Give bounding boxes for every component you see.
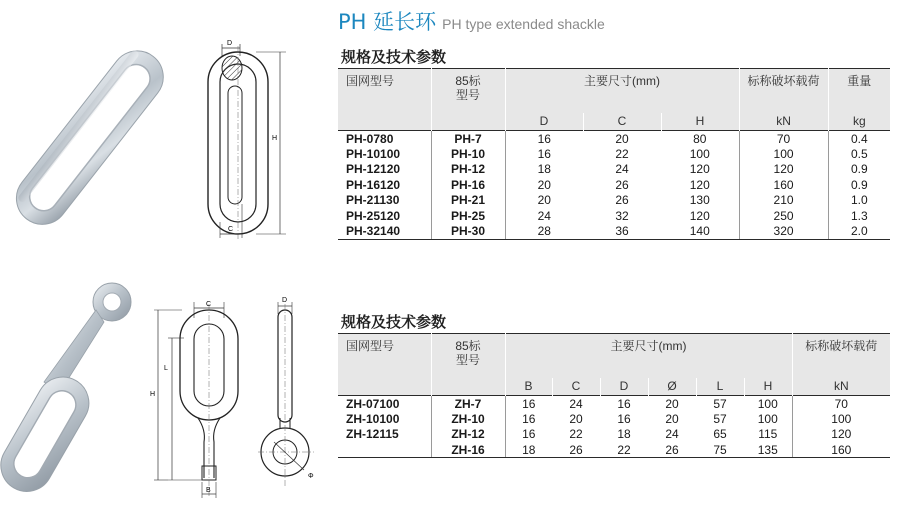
cell-L: 65	[713, 427, 727, 442]
cell-C: 22	[569, 427, 583, 442]
cell-model: PH-25120	[338, 208, 431, 224]
col-kg: kg	[828, 113, 890, 131]
cell-model: PH-10100	[338, 146, 431, 162]
cell-C: 22	[615, 146, 629, 161]
cell-phi: 24	[665, 427, 679, 442]
cell-m85: PH-25	[431, 208, 505, 224]
table-row	[338, 208, 890, 224]
cell-C: 20	[583, 131, 661, 147]
ph-dim-d-label: D	[227, 40, 233, 47]
table-row	[338, 146, 890, 162]
cell-H: 140	[661, 224, 739, 240]
zh-dim-phi-label: Φ	[308, 473, 314, 480]
table-row	[338, 396, 890, 412]
table-row	[338, 177, 890, 193]
section1-title: 规格及技术参数	[341, 48, 447, 66]
ph-spec-table	[338, 68, 890, 240]
cell-L: 57	[713, 411, 727, 426]
cell-load: 70	[792, 396, 890, 412]
cell-load: 120	[739, 162, 828, 178]
cell-H: 80	[661, 131, 739, 147]
zh-dim-l-label: L	[164, 365, 168, 372]
cell-phi: 26	[648, 442, 696, 458]
cell-C: 24	[615, 162, 629, 177]
cell-C: 26	[615, 177, 629, 192]
cell-m85: PH-7	[431, 131, 505, 147]
col-85-model: 85标 型号	[431, 334, 505, 396]
title-en: PH type extended shackle	[442, 16, 605, 32]
cell-C: 36	[583, 224, 661, 240]
cell-D: 16	[617, 411, 631, 426]
cell-weight: 0.9	[850, 177, 868, 192]
cell-H: 135	[744, 442, 792, 458]
cell-phi: 20	[648, 396, 696, 412]
cell-load: 160	[739, 177, 828, 193]
cell-load: 70	[739, 131, 828, 147]
cell-load: 100	[739, 146, 828, 162]
title-zh: PH 延长环	[338, 10, 437, 34]
cell-weight: 2.0	[828, 224, 890, 240]
cell-C: 20	[569, 411, 583, 426]
col-l: L	[696, 378, 744, 396]
col-c: C	[583, 113, 661, 131]
zh-shackle-photo	[0, 282, 140, 502]
cell-D: 16	[505, 131, 583, 147]
col-h: H	[744, 378, 792, 396]
cell-C: 24	[552, 396, 600, 412]
cell-m85: ZH-10	[431, 411, 505, 427]
col-main-dims: 主要尺寸(mm)	[505, 69, 739, 113]
cell-model: ZH-10100	[338, 411, 431, 427]
cell-model: PH-12120	[338, 162, 431, 178]
cell-m85: ZH-7	[431, 396, 505, 412]
cell-weight: 0.4	[828, 131, 890, 147]
cell-model: ZH-07100	[338, 396, 431, 412]
cell-model: PH-21130	[338, 193, 431, 209]
ph-technical-drawing	[196, 36, 296, 242]
cell-B: 18	[505, 442, 552, 458]
ph-shackle-photo	[0, 40, 175, 240]
col-kn: kN	[792, 378, 890, 396]
cell-H: 100	[744, 396, 792, 412]
cell-m85: PH-10	[431, 146, 505, 162]
table-row	[338, 162, 890, 178]
cell-C: 26	[615, 193, 629, 208]
zh-technical-drawing-side	[252, 296, 332, 496]
cell-load: 320	[739, 224, 828, 240]
zh-dim-b-label: B	[206, 487, 211, 494]
table-row	[338, 442, 890, 458]
cell-C: 32	[615, 208, 629, 223]
page-title	[338, 6, 605, 36]
cell-H: 120	[661, 208, 739, 224]
cell-m85: PH-16	[431, 177, 505, 193]
cell-load: 120	[831, 427, 852, 442]
col-c: C	[552, 378, 600, 396]
cell-D: 24	[537, 208, 551, 223]
col-national-model: 国网型号	[338, 334, 431, 396]
cell-load: 250	[739, 208, 828, 224]
col-d: D	[600, 378, 648, 396]
col-weight: 重量	[828, 69, 890, 113]
cell-model: PH-16120	[338, 177, 431, 193]
cell-D: 20	[537, 193, 551, 208]
cell-B: 16	[522, 411, 536, 426]
cell-D: 22	[600, 442, 648, 458]
cell-model	[338, 442, 431, 458]
zh-spec-table	[338, 333, 890, 458]
cell-H: 100	[744, 411, 792, 427]
cell-weight: 0.9	[850, 162, 868, 177]
col-85-model: 85标 型号	[431, 69, 505, 131]
cell-model: PH-32140	[338, 224, 431, 240]
cell-H: 120	[661, 162, 739, 178]
cell-weight: 1.3	[850, 208, 868, 223]
zh-technical-drawing-front	[148, 296, 248, 504]
cell-H: 100	[661, 146, 739, 162]
cell-B: 16	[522, 427, 536, 442]
col-b: B	[505, 378, 552, 396]
cell-weight: 1.0	[850, 193, 868, 208]
ph-dim-c-label: C	[228, 226, 234, 233]
cell-weight: 0.5	[850, 146, 868, 161]
col-d: D	[505, 113, 583, 131]
cell-D: 20	[537, 177, 551, 192]
col-main-dims: 主要尺寸(mm)	[505, 334, 792, 378]
table-row	[338, 411, 890, 427]
cell-L: 75	[696, 442, 744, 458]
cell-m85: ZH-12	[431, 427, 505, 443]
cell-m85: PH-30	[431, 224, 505, 240]
zh-dim-c-label: C	[206, 301, 212, 308]
cell-H: 115	[744, 427, 792, 443]
cell-phi: 20	[665, 411, 679, 426]
cell-D: 16	[537, 146, 551, 161]
zh-dim-h-label: H	[150, 391, 156, 398]
cell-load: 100	[831, 411, 852, 426]
cell-model: ZH-12115	[338, 427, 431, 443]
cell-D: 16	[600, 396, 648, 412]
table-row	[338, 193, 890, 209]
table-header-row	[338, 69, 890, 113]
cell-H: 130	[661, 193, 739, 209]
cell-load: 160	[792, 442, 890, 458]
cell-m85: PH-21	[431, 193, 505, 209]
col-phi: Ø	[648, 378, 696, 396]
col-h: H	[661, 113, 739, 131]
cell-m85: PH-12	[431, 162, 505, 178]
cell-L: 57	[696, 396, 744, 412]
section2-title: 规格及技术参数	[341, 313, 447, 331]
cell-D: 18	[617, 427, 631, 442]
cell-model: PH-0780	[338, 131, 431, 147]
table-header-row	[338, 334, 890, 378]
col-load: 标称破坏载荷	[792, 334, 890, 378]
col-kn: kN	[739, 113, 828, 131]
cell-H: 120	[661, 177, 739, 193]
cell-D: 28	[505, 224, 583, 240]
cell-load: 210	[739, 193, 828, 209]
cell-m85: ZH-16	[431, 442, 505, 458]
cell-C: 26	[552, 442, 600, 458]
col-load: 标称破坏载荷	[739, 69, 828, 113]
ph-dim-h-label: H	[272, 135, 278, 142]
table-row	[338, 427, 890, 443]
col-national-model: 国网型号	[338, 69, 431, 131]
cell-B: 16	[505, 396, 552, 412]
zh-dim-d-label: D	[282, 297, 288, 304]
table-row	[338, 224, 890, 240]
cell-D: 18	[537, 162, 551, 177]
table-row	[338, 131, 890, 147]
